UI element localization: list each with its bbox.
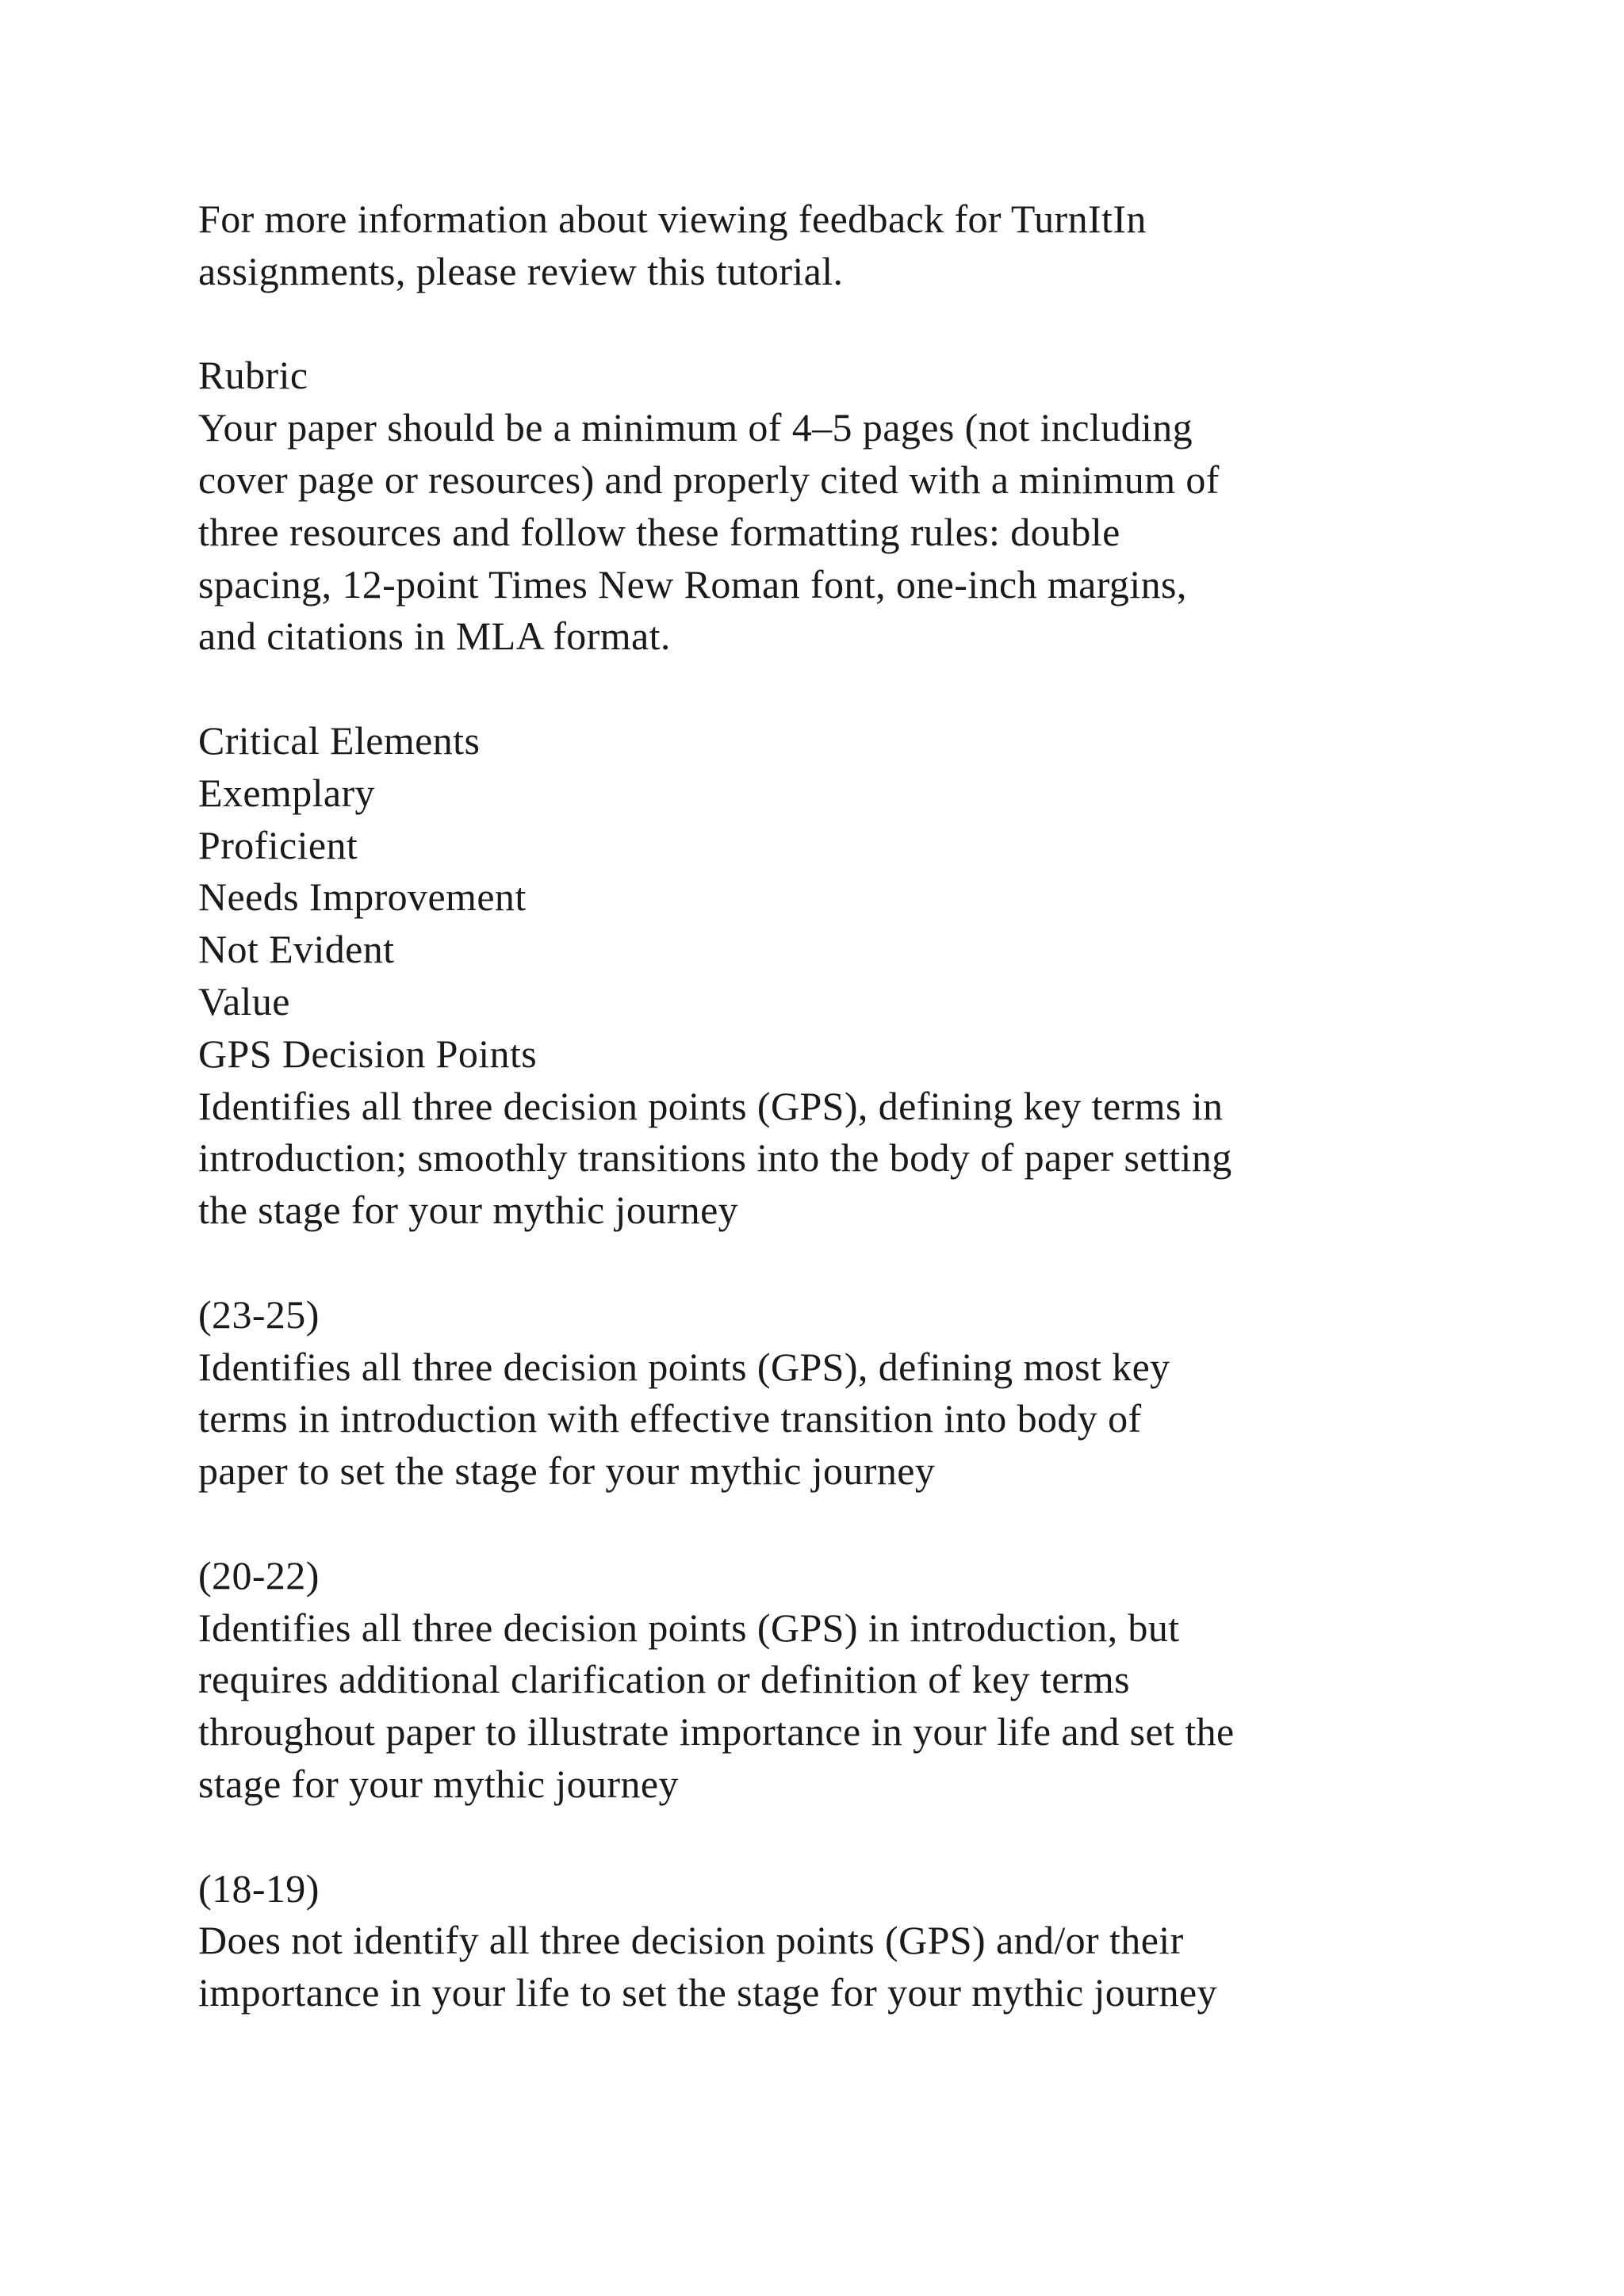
not-evident-text-line-1: Does not identify all three decision points (GPS) and/or their [198,1918,1184,1963]
needs-improvement-text-line-3: throughout paper to illustrate importance in your life and set the [198,1709,1235,1755]
proficient-text-line-2: terms in introduction with effective transition into body of [198,1396,1142,1441]
column-value: Value [198,978,290,1024]
exemplary-points: (23-25) [198,1292,320,1337]
column-needs-improvement: Needs Improvement [198,874,527,920]
column-critical-elements: Critical Elements [198,718,481,763]
paragraph-spacer [198,1237,1499,1289]
column-exemplary: Exemplary [198,770,375,815]
proficient-points: (20-22) [198,1552,320,1598]
needs-improvement-points: (18-19) [198,1866,320,1911]
rubric-text-line-1: Your paper should be a minimum of 4–5 pages (not including [198,405,1193,450]
proficient-text-line-1: Identifies all three decision points (GPS), defining most key [198,1344,1170,1389]
not-evident-text-line-2: importance in your life to set the stage for your mythic journey [198,1970,1217,2015]
rubric-text-line-2: cover page or resources) and properly cited with a minimum of [198,457,1220,502]
exemplary-text-line-2: introduction; smoothly transitions into the body of paper setting [198,1135,1232,1181]
column-proficient: Proficient [198,822,358,867]
needs-improvement-text-line-2: requires additional clarification or definition of key terms [198,1657,1131,1702]
needs-improvement-text-line-4: stage for your mythic journey [198,1761,679,1806]
paragraph-spacer [198,1811,1499,1863]
paragraph-spacer [198,663,1499,715]
exemplary-text-line-1: Identifies all three decision points (GPS), defining key terms in [198,1083,1224,1128]
document-body [198,193,1499,2019]
rubric-heading: Rubric [198,353,308,398]
criterion-gps-decision-points: GPS Decision Points [198,1031,538,1076]
intro-line-2: assignments, please review this tutorial. [198,248,844,293]
intro-line-1: For more information about viewing feedback for TurnItIn [198,197,1147,241]
proficient-text-line-3: paper to set the stage for your mythic journey [198,1448,936,1494]
exemplary-text-line-3: the stage for your mythic journey [198,1188,739,1233]
paragraph-spacer [198,298,1499,350]
rubric-text-line-4: spacing, 12-point Times New Roman font, one-inch margins, [198,561,1187,607]
paragraph-spacer [198,1498,1499,1550]
rubric-text-line-3: three resources and follow these formatting rules: double [198,509,1120,554]
needs-improvement-text-line-1: Identifies all three decision points (GPS) in introduction, but [198,1605,1180,1650]
rubric-text-line-5: and citations in MLA format. [198,614,671,659]
column-not-evident: Not Evident [198,927,395,972]
